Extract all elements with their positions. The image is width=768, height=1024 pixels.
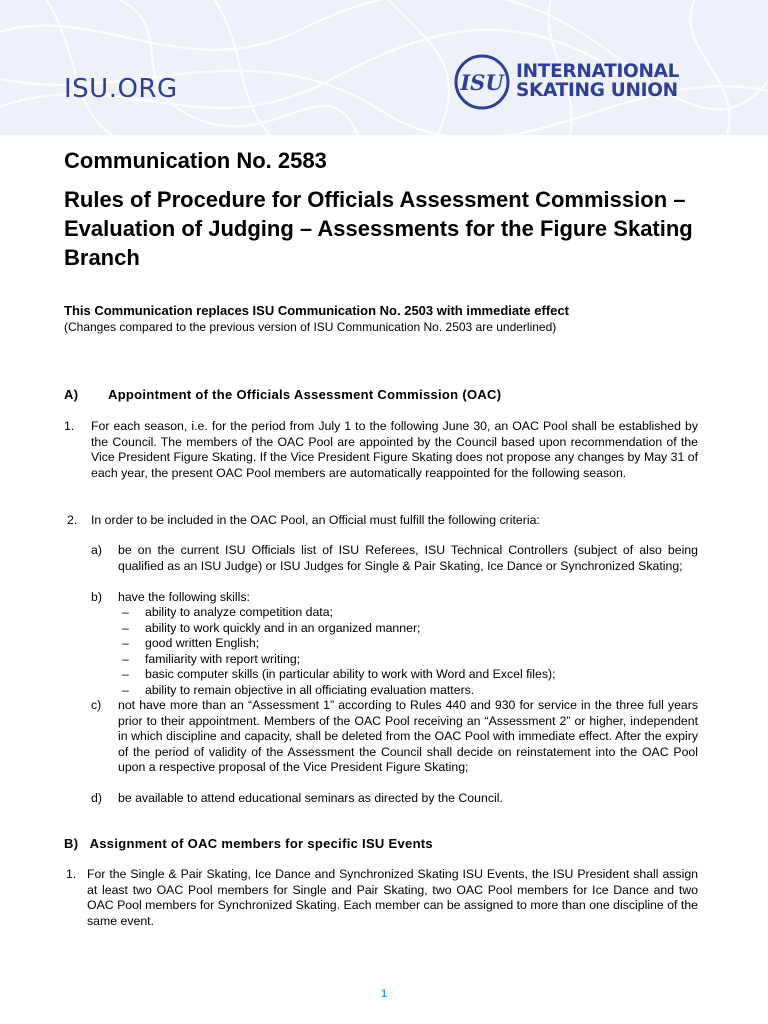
document-title: Rules of Procedure for Officials Assessment Commission – Evaluation of Judging – Assessments for the Figure Skating Branch: [64, 187, 693, 270]
skill-item: ability to analyze competition data;: [145, 605, 333, 619]
bullet-dash: –: [122, 605, 129, 619]
criterion-b: have the following skills:: [118, 590, 250, 604]
logo-line-1: INTERNATIONAL: [516, 61, 680, 82]
bullet-dash: –: [122, 651, 129, 666]
list-letter: b): [91, 590, 102, 604]
bullet-dash: –: [122, 636, 129, 650]
bullet-dash: –: [122, 620, 129, 635]
list-letter: c): [91, 698, 102, 712]
skill-item: good written English;: [145, 636, 260, 650]
skill-item: ability to work quickly and in an organized manner;: [145, 620, 421, 635]
criterion-a: be on the current ISU Officials list of ISU Referees, ISU Technical Controllers (subject of also being qualified as an ISU Judge) or ISU Judges for Single & Pair Skating, Ice Dance or Synchronized Skating;: [118, 543, 698, 573]
section-a-letter: A): [64, 387, 79, 402]
logo-line-2: SKATING UNION: [516, 80, 678, 101]
replacement-notice: This Communication replaces ISU Communication No. 2503 with immediate effect: [64, 303, 569, 318]
bullet-dash: –: [122, 667, 129, 681]
logo-wordmark: [516, 62, 679, 100]
communication-number: Communication No. 2583: [64, 148, 327, 173]
criterion-d: be available to attend educational seminars as directed by the Council.: [118, 791, 503, 805]
paragraph-number: 1.: [64, 419, 75, 433]
section-a-heading: Appointment of the Officials Assessment Commission (OAC): [108, 387, 502, 402]
isu-emblem-icon: [454, 54, 510, 110]
skill-item: ability to remain objective in all officiating evaluation matters.: [145, 682, 475, 697]
changes-note: (Changes compared to the previous version of ISU Communication No. 2503 are underlined): [64, 320, 557, 334]
page-header: [0, 0, 768, 135]
list-letter: a): [91, 543, 102, 557]
skill-item: familiarity with report writing;: [145, 651, 301, 666]
page-number: 1: [380, 988, 388, 1000]
bullet-dash: –: [122, 682, 129, 697]
paragraph-b1: For the Single & Pair Skating, Ice Dance and Synchronized Skating ISU Events, the ISU President shall assign at least two OAC Pool members for Single and Pair Skating, two OAC Pool members for Ice Dance and two OAC Pool members for Synchronized Skating. Each member can be assigned to more than one discipline of the same event.: [87, 867, 698, 928]
site-url[interactable]: ISU.ORG: [64, 74, 178, 104]
svg-text:ISU: ISU: [460, 70, 504, 95]
paragraph-a1: For each season, i.e. for the period from July 1 to the following June 30, an OAC Pool shall be established by the Council. The members of the OAC Pool are appointed by the Council based upon recommendation of the Vice President Figure Skating. If the Vice President Figure Skating does not propose any changes by May 31 of each year, the present OAC Pool members are automatically reappointed for the following season.: [91, 419, 698, 480]
skill-item: basic computer skills (in particular ability to work with Word and Excel files);: [145, 667, 556, 681]
isu-logo: [454, 54, 714, 110]
paragraph-number: 1.: [66, 867, 77, 881]
section-b-heading: B) Assignment of OAC members for specific ISU Events: [64, 836, 433, 851]
list-letter: d): [91, 791, 102, 805]
paragraph-a2: In order to be included in the OAC Pool, an Official must fulfill the following criteria:: [91, 513, 540, 527]
criterion-c: not have more than an “Assessment 1” according to Rules 440 and 930 for service in the three full years prior to their appointment. Members of the OAC Pool receiving an “Assessment 2” or higher, independent in which discipline and capacity, shall be deleted from the OAC Pool with immediate effect. After the expiry of the period of validity of the Assessment the Council shall decide on reinstatement into the OAC Pool upon a respective proposal of the Vice President Figure Skating;: [118, 698, 698, 774]
paragraph-number: 2.: [67, 513, 78, 527]
